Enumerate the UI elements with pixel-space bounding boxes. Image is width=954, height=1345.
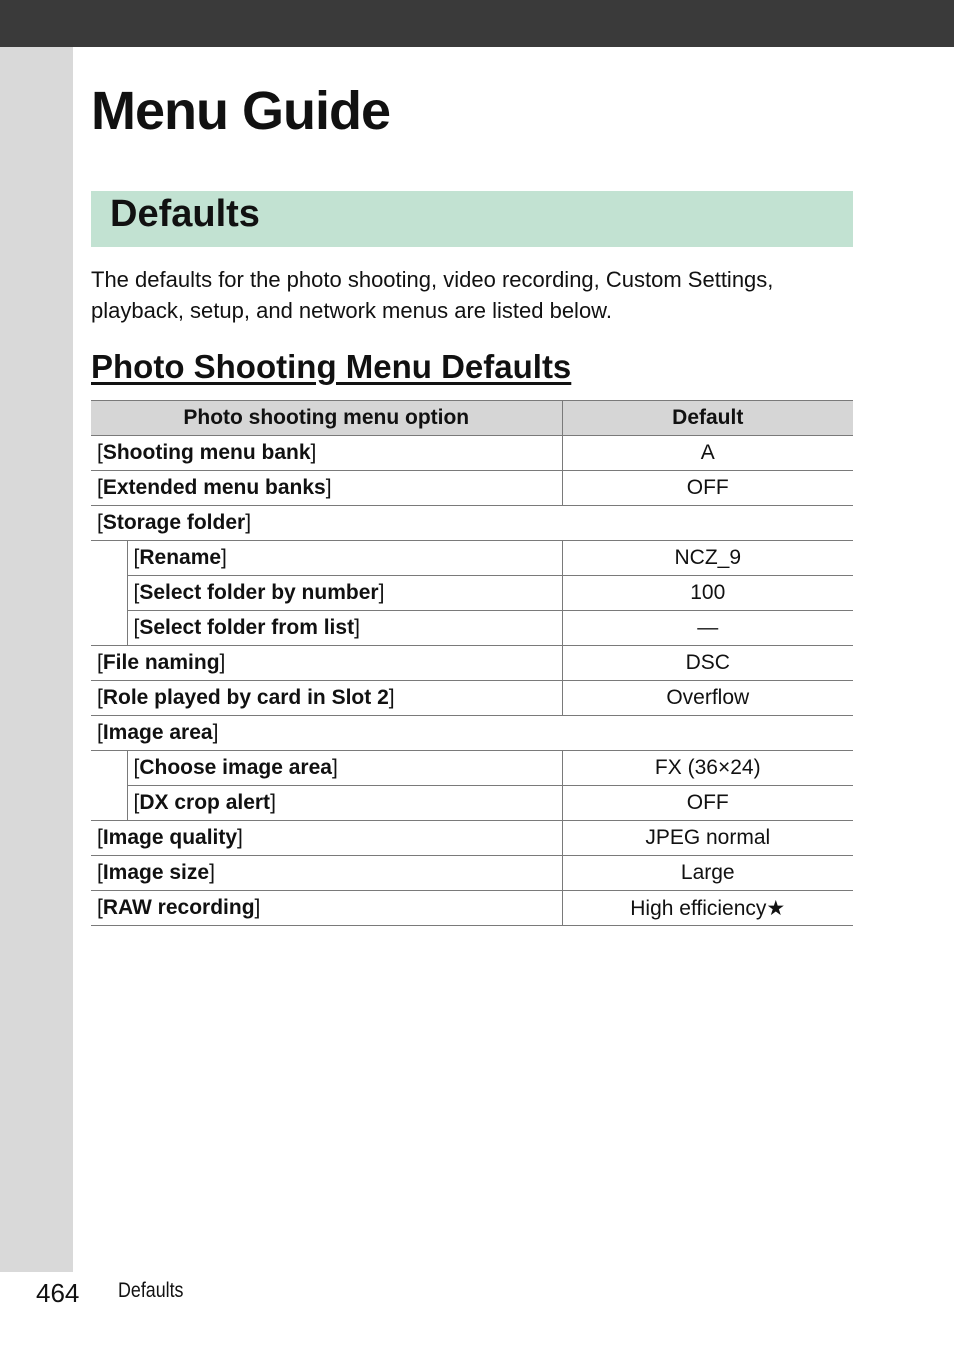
table-row — [91, 716, 853, 751]
bracket-close: ] — [354, 616, 360, 639]
default-value: FX (36×24) — [562, 751, 853, 786]
table-row — [91, 821, 853, 856]
bracket-close: ] — [254, 896, 261, 919]
footer-label: Defaults — [118, 1279, 184, 1302]
option-name: DX crop alert — [139, 791, 271, 814]
bracket-close: ] — [310, 441, 317, 464]
header-default: Default — [562, 401, 853, 436]
option-cell — [91, 436, 562, 471]
defaults-table — [91, 400, 853, 926]
table-row — [91, 751, 853, 786]
option-name: Rename — [139, 546, 222, 569]
table-row — [91, 681, 853, 716]
option-name: Storage folder — [102, 511, 246, 534]
bracket-open: [ — [97, 441, 103, 464]
default-value: — — [562, 611, 853, 646]
bracket-open: [ — [133, 581, 140, 604]
default-value: OFF — [562, 786, 853, 821]
option-name: Role played by card in Slot 2 — [102, 686, 389, 709]
subheading: Photo Shooting Menu Defaults — [91, 348, 572, 385]
table-row — [91, 611, 853, 646]
option-cell — [91, 471, 562, 506]
option-cell — [127, 786, 562, 821]
bracket-close: ] — [209, 861, 215, 884]
bracket-open: [ — [133, 791, 140, 814]
bracket-open: [ — [97, 511, 103, 534]
default-value: 100 — [562, 576, 853, 611]
table-row — [91, 856, 853, 891]
default-value: OFF — [562, 471, 853, 506]
table-row — [91, 436, 853, 471]
indent-cell — [91, 751, 127, 786]
option-cell — [127, 541, 562, 576]
default-value: JPEG normal — [562, 821, 853, 856]
group-cell — [91, 716, 853, 751]
bracket-open: [ — [133, 616, 140, 639]
option-cell — [91, 856, 562, 891]
table-row — [91, 646, 853, 681]
option-name: Image quality — [102, 826, 238, 849]
group-cell — [91, 506, 853, 541]
table-row — [91, 541, 853, 576]
section-title: Defaults — [110, 193, 260, 235]
bracket-close: ] — [219, 651, 226, 674]
top-bar — [0, 0, 954, 47]
side-strip — [0, 47, 73, 1272]
option-name: Image size — [102, 861, 210, 884]
option-name: RAW recording — [102, 896, 255, 919]
bracket-open: [ — [133, 546, 140, 569]
bracket-close: ] — [212, 721, 219, 744]
indent-cell — [91, 611, 127, 646]
table-row — [91, 576, 853, 611]
bracket-close: ] — [331, 756, 338, 779]
bracket-close: ] — [378, 581, 385, 604]
option-cell — [91, 821, 562, 856]
table-row — [91, 506, 853, 541]
option-cell — [91, 646, 562, 681]
bracket-open: [ — [97, 826, 103, 849]
bracket-open: [ — [97, 686, 103, 709]
table-row — [91, 786, 853, 821]
table-header-row — [91, 401, 853, 436]
option-name: Select folder from list — [139, 616, 355, 639]
bracket-open: [ — [97, 721, 103, 744]
bracket-open: [ — [97, 476, 103, 499]
bracket-close: ] — [325, 476, 332, 499]
option-cell — [127, 611, 562, 646]
option-name: Shooting menu bank — [102, 441, 311, 464]
bracket-open: [ — [133, 756, 140, 779]
default-value: High efficiency★ — [562, 891, 853, 926]
default-value: A — [562, 436, 853, 471]
option-name: Choose image area — [139, 756, 332, 779]
default-value: Overflow — [562, 681, 853, 716]
bracket-close: ] — [388, 686, 395, 709]
table-row — [91, 471, 853, 506]
option-cell — [91, 891, 562, 926]
bracket-close: ] — [270, 791, 276, 814]
header-option: Photo shooting menu option — [91, 401, 562, 436]
option-cell — [127, 751, 562, 786]
option-cell — [127, 576, 562, 611]
bracket-open: [ — [97, 896, 103, 919]
bracket-close: ] — [245, 511, 252, 534]
page-number: 464 — [36, 1278, 80, 1308]
default-value: Large — [562, 856, 853, 891]
bracket-close: ] — [237, 826, 243, 849]
option-name: Extended menu banks — [102, 476, 326, 499]
option-name: File naming — [102, 651, 220, 674]
bracket-open: [ — [97, 861, 103, 884]
option-name: Image area — [102, 721, 213, 744]
page-title: Menu Guide — [91, 81, 390, 141]
table-row — [91, 891, 853, 926]
option-name: Select folder by number — [139, 581, 379, 604]
default-value: NCZ_9 — [562, 541, 853, 576]
indent-cell — [91, 541, 127, 576]
bracket-open: [ — [97, 651, 103, 674]
option-cell — [91, 681, 562, 716]
bracket-close: ] — [221, 546, 227, 569]
indent-cell — [91, 576, 127, 611]
table-body — [91, 436, 853, 926]
intro-paragraph: The defaults for the photo shooting, video recording, Custom Settings, playback, setup, and network menus are listed below. — [91, 267, 774, 323]
default-value: DSC — [562, 646, 853, 681]
indent-cell — [91, 786, 127, 821]
section-band — [91, 191, 853, 247]
